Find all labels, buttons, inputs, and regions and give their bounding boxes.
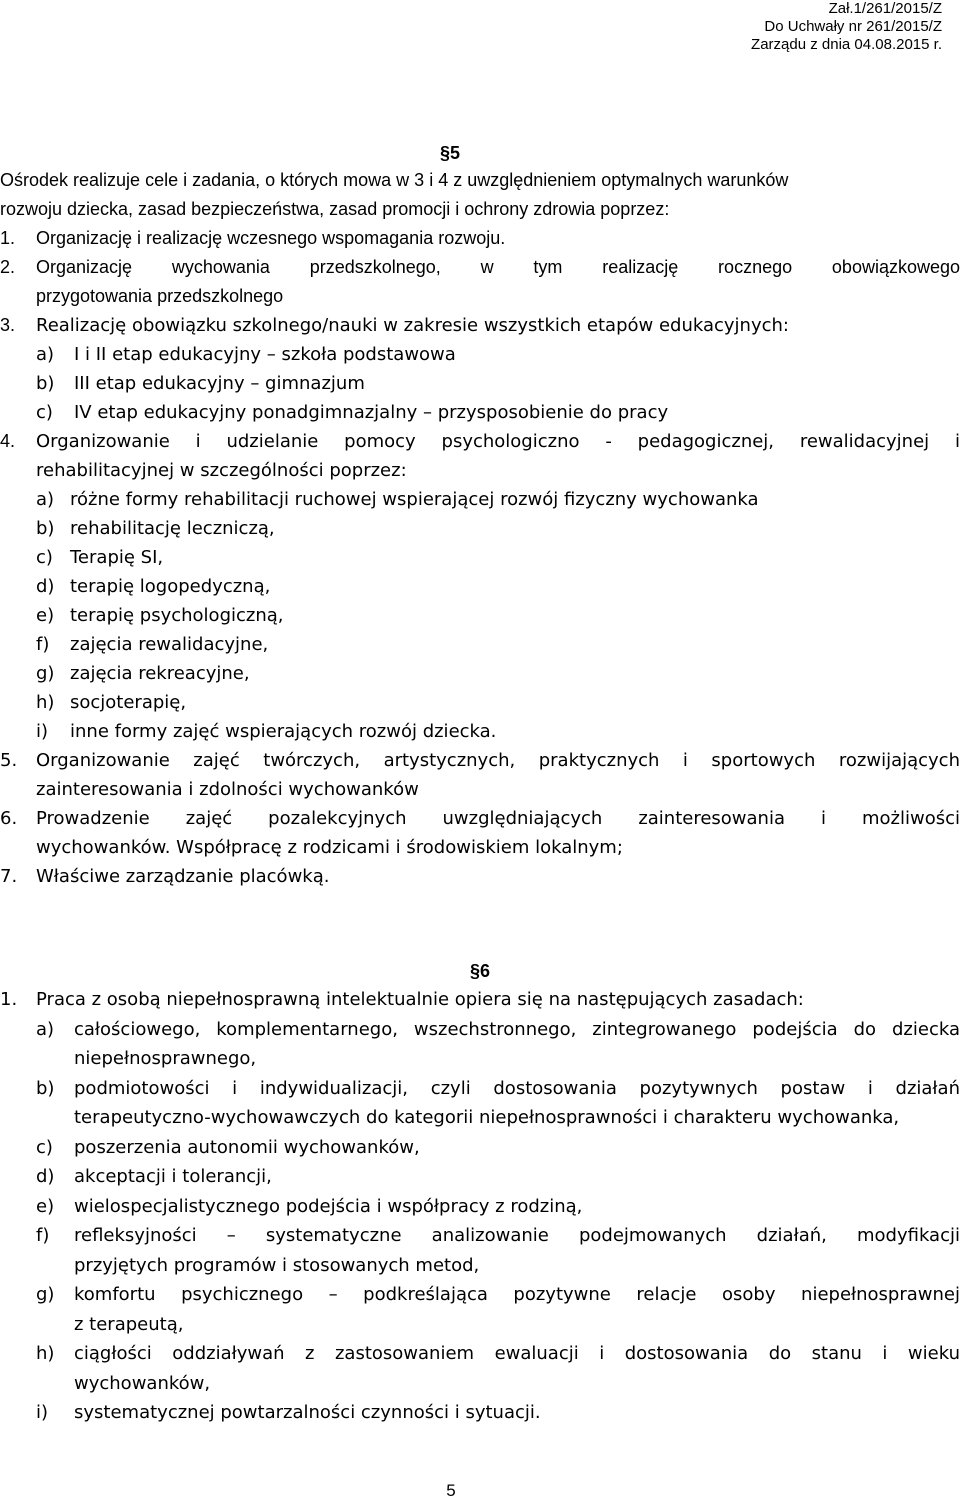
list-item-continuation: zainteresowania i zdolności wychowanków — [36, 779, 419, 800]
list-item-continuation: rehabilitacyjnej w szczególności poprzez: — [36, 460, 407, 481]
sub-list-item: c) Terapię SI, — [36, 547, 164, 568]
sub-list-item: g) komfortu psychicznego – podkreślająca pozytywne relacje osoby niepełnosprawnej — [36, 1284, 960, 1305]
sub-list-item: f) zajęcia rewalidacyjne, — [36, 634, 269, 655]
section-5-intro-line: rozwoju dziecka, zasad bezpieczeństwa, zasad promocji i ochrony zdrowia poprzez: — [0, 199, 670, 219]
sub-list-item: i) systematycznej powtarzalności czynności i sytuacji. — [36, 1402, 541, 1423]
sub-list-item: d) akceptacji i tolerancji, — [36, 1166, 272, 1187]
sub-list-item: e) wielospecjalistycznego podejścia i współpracy z rodziną, — [36, 1195, 583, 1217]
sub-list-item: h) socjoterapię, — [36, 692, 187, 713]
list-item: 4. Organizowanie i udzielanie pomocy psychologiczno - pedagogicznej, rewalidacyjnej i — [0, 431, 960, 452]
list-item: 3. Realizację obowiązku szkolnego/nauki w zakresie wszystkich etapów edukacyjnych: — [0, 315, 789, 336]
list-item: 1. Praca z osobą niepełnosprawną intelektualnie opiera się na następujących zasadach: — [0, 989, 804, 1010]
section-6-body — [0, 985, 960, 1428]
sub-list-item: d) terapię logopedyczną, — [36, 576, 271, 597]
sub-list-item: c) poszerzenia autonomii wychowanków, — [36, 1136, 420, 1158]
header-attachment-ref: Zał.1/261/2015/Z — [828, 0, 942, 17]
sub-list-item: c) IV etap edukacyjny ponadgimnazjalny – przysposobienie do pracy — [36, 402, 669, 423]
section-sign-icon: § — [469, 961, 480, 981]
sub-list-item-continuation: terapeutyczno-wychowawczych do kategorii niepełnosprawności i charakteru wychowanka, — [74, 1107, 900, 1128]
list-item: 6. Prowadzenie zajęć pozalekcyjnych uwzględniających zainteresowania i możliwości — [0, 808, 960, 829]
sub-list-item: b) III etap edukacyjny – gimnazjum — [36, 373, 365, 394]
sub-list-item-continuation: z terapeutą, — [74, 1313, 184, 1335]
list-item: 1. Organizację i realizację wczesnego wspomagania rozwoju. — [0, 228, 506, 248]
sub-list-item: f) refleksyjności – systematyczne analizowanie podejmowanych działań, modyfikacji — [36, 1225, 960, 1246]
list-item-continuation: wychowanków. Współpracę z rodzicami i środowiskiem lokalnym; — [36, 837, 623, 858]
sub-list-item: b) podmiotowości i indywidualizacji, czyli dostosowania pozytywnych postaw i działań — [36, 1077, 960, 1099]
sub-list-item: a) różne formy rehabilitacji ruchowej wspierającej rozwój fizyczny wychowanka — [36, 489, 759, 510]
header-board-date: Zarządu z dnia 04.08.2015 r. — [751, 36, 942, 53]
sub-list-item: h) ciągłości oddziaływań z zastosowaniem ewaluacji i dostosowania do stanu i wieku — [36, 1343, 960, 1364]
list-item: 5. Organizowanie zajęć twórczych, artystycznych, praktycznych i sportowych rozwijających — [0, 750, 960, 771]
sub-list-item: i) inne formy zajęć wspierających rozwój dziecka. — [36, 721, 497, 742]
list-item: 2. Organizację wychowania przedszkolnego, w tym realizację rocznego obowiązkowego — [0, 257, 960, 277]
header-resolution-ref: Do Uchwały nr 261/2015/Z — [764, 18, 942, 35]
page-number: 5 — [446, 1481, 456, 1500]
document-header — [751, 0, 942, 54]
section-5-intro-line: Ośrodek realizuje cele i zadania, o których mowa w 3 i 4 z uwzględnieniem optymalnych warunków — [0, 170, 789, 190]
sub-list-item-continuation: niepełnosprawnego, — [74, 1048, 257, 1069]
section-sign-icon: § — [439, 143, 450, 163]
sub-list-item: a) całościowego, komplementarnego, wszechstronnego, zintegrowanego podejścia do dziecka — [36, 1018, 960, 1040]
list-item: 7. Właściwe zarządzanie placówką. — [0, 866, 330, 887]
sub-list-item: a) I i II etap edukacyjny – szkoła podstawowa — [36, 344, 456, 365]
section-6-heading: §6 — [469, 961, 491, 981]
sub-list-item: g) zajęcia rekreacyjne, — [36, 663, 250, 684]
section-5-heading: §5 — [439, 143, 461, 163]
sub-list-item-continuation: przyjętych programów i stosowanych metod, — [74, 1254, 480, 1276]
section-5-body — [0, 166, 960, 891]
list-item-continuation: przygotowania przedszkolnego — [36, 286, 284, 306]
sub-list-item: b) rehabilitację leczniczą, — [36, 518, 275, 539]
sub-list-item: e) terapię psychologiczną, — [36, 605, 284, 626]
sub-list-item-continuation: wychowanków, — [74, 1372, 211, 1394]
